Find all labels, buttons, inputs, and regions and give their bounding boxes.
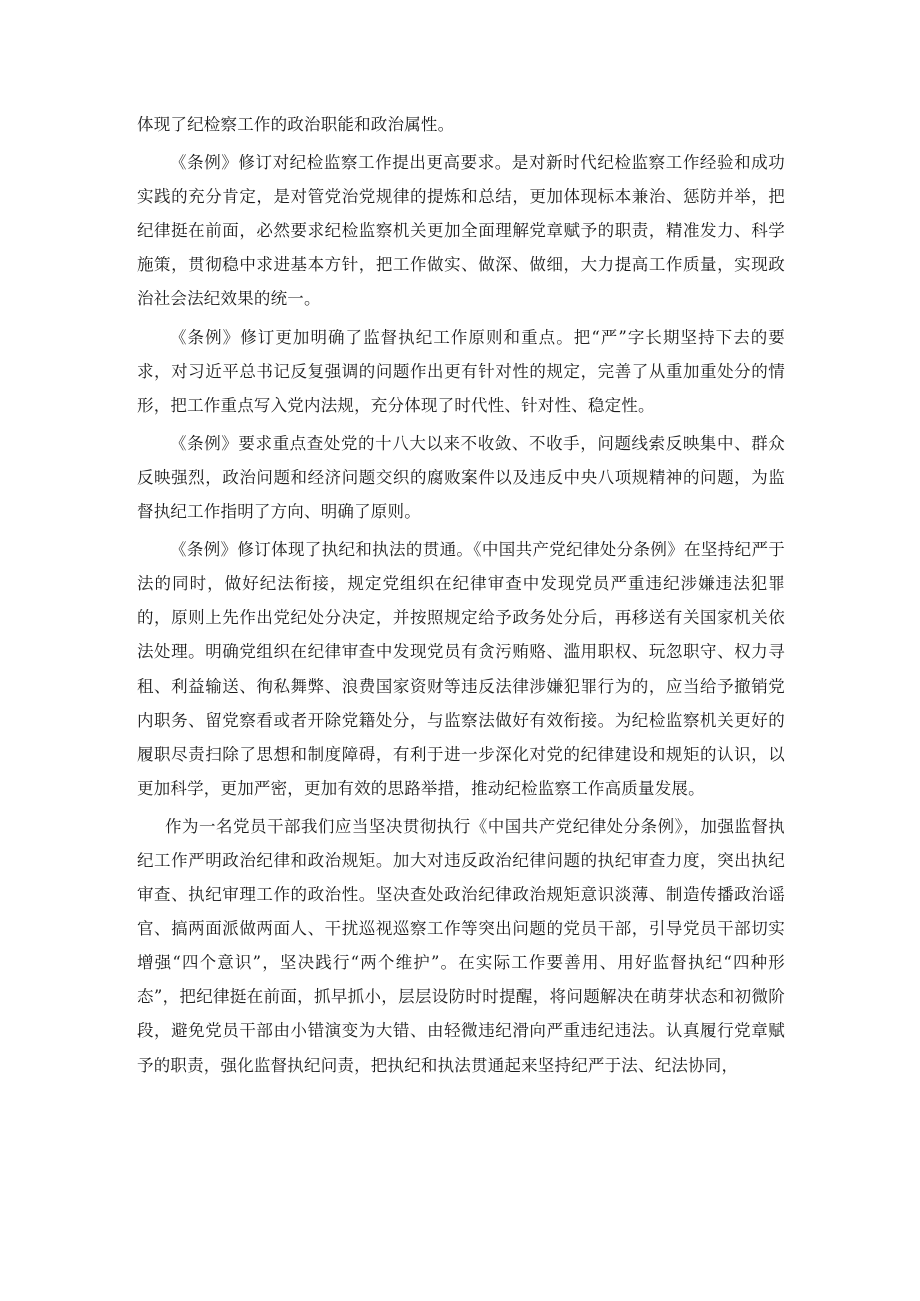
- paragraph-4: 《条例》要求重点查处党的十八大以来不收敛、不收手，问题线索反映集中、群众反映强烈，政治问题和经济问题交织的腐败案件以及违反中央八项规精神的问题，为监督执纪工作指明了方向、明确了原则。: [137, 433, 785, 522]
- paragraph-5: 《条例》修订体现了执纪和执法的贯通。《中国共产党纪律处分条例》在坚持纪严于法的同时，做好纪法衔接，规定党组织在纪律审查中发现党员严重违纪涉嫌违法犯罪的，原则上先作出党纪处分决定，并按照规定给予政务处分后，再移送有关国家机关依法处理。明确党组织在纪律审查中发现党员有贪污贿赂、滥用职权、玩忽职守、权力寻租、利益输送、徇私舞弊、浪费国家资财等违反法律涉嫌犯罪行为的，应当给予撤销党内职务、留党察看或者开除党籍处分，与监察法做好有效衔接。为纪检监察机关更好的履职尽责扫除了思想和制度障碍，有利于进一步深化对党的纪律建设和规矩的认识，以更加科学，更加严密，更加有效的思路举措，推动纪检监察工作高质量发展。: [137, 540, 785, 798]
- document-body: [137, 108, 785, 1087]
- paragraph-3: 《条例》修订更加明确了监督执纪工作原则和重点。把“严”字长期坚持下去的要求，对习近平总书记反复强调的问题作出更有针对性的规定，完善了从重加重处分的情形，把工作重点写入党内法规，充分体现了时代性、针对性、稳定性。: [137, 327, 785, 415]
- paragraph-1: 体现了纪检察工作的政治职能和政治属性。: [137, 115, 455, 134]
- paragraph-2: 《条例》修订对纪检监察工作提出更高要求。是对新时代纪检监察工作经验和成功实践的充分肯定，是对管党治党规律的提炼和总结，更加体现标本兼治、惩防并举，把纪律挺在前面，必然要求纪检监察机关更加全面理解党章赋予的职责，精准发力、科学施策，贯彻稳中求进基本方针，把工作做实、做深、做细，大力提高工作质量，实现政治社会法纪效果的统一。: [137, 153, 785, 309]
- paragraph-6: 作为一名党员干部我们应当坚决贯彻执行《中国共产党纪律处分条例》，加强监督执纪工作严明政治纪律和政治规矩。加大对违反政治纪律问题的执纪审查力度，突出执纪审查、执纪审理工作的政治性。坚决查处政治纪律政治规矩意识淡薄、制造传播政治谣官、搞两面派做两面人、干扰巡视巡察工作等突出问题的党员干部，引导党员干部切实增强“四个意识”，坚决践行“两个维护”。在实际工作要善用、用好监督执纪“四种形态”，把纪律挺在前面，抓早抓小，层层设防时时提醒，将问题解决在萌芽状态和初微阶段，避免党员干部由小错演变为大错、由轻微违纪滑向严重违纪违法。认真履行党章赋予的职责，强化监督执纪问责，把执纪和执法贯通起来坚持纪严于法、纪法协同，: [137, 816, 785, 1075]
